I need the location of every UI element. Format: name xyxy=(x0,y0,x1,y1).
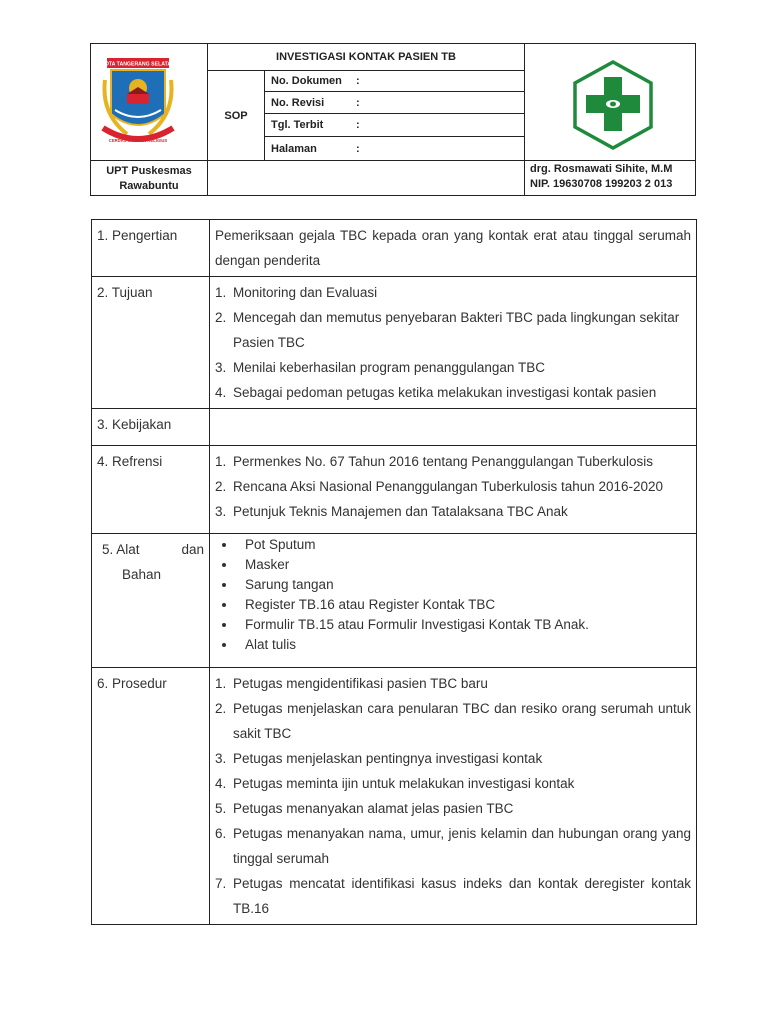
document-title: INVESTIGASI KONTAK PASIEN TB xyxy=(276,51,456,63)
list-item: 1. Petugas mengidentifikasi pasien TBC baru xyxy=(215,676,488,691)
city-emblem-logo xyxy=(97,54,179,150)
meta-sep: : xyxy=(356,75,360,87)
sop-content-table xyxy=(91,219,697,925)
list-item: 4. Petugas meminta ijin untuk melakukan investigasi kontak xyxy=(215,776,575,791)
row-label: 6. Prosedur xyxy=(92,668,210,925)
org-name xyxy=(91,161,207,196)
kebijakan-content xyxy=(210,409,697,446)
list-item: 3. Menilai keberhasilan program penanggulangan TBC xyxy=(215,360,545,375)
list-item: 2. Petugas menjelaskan cara penularan TBC dan resiko orang serumah untuk sakit TBC xyxy=(215,701,691,741)
meta-halaman xyxy=(265,137,524,160)
row-pengertian xyxy=(92,220,697,277)
list-item: 1. Permenkes No. 67 Tahun 2016 tentang Penanggulangan Tuberkulosis xyxy=(215,454,654,469)
list-item: 4. Sebagai pedoman petugas ketika melakukan investigasi kontak pasien xyxy=(215,385,657,400)
list-item: 1. Monitoring dan Evaluasi xyxy=(215,285,378,300)
logo-building xyxy=(127,94,149,104)
sop-label: SOP xyxy=(224,109,248,122)
logo-text-bottom: CERDAS MODERN RELIGIUS xyxy=(108,138,168,143)
list-item: • Formulir TB.15 atau Formulir Investigasi Kontak TB Anak. xyxy=(237,615,691,635)
row-alat-bahan xyxy=(92,534,697,668)
list-item: • Sarung tangan xyxy=(237,575,691,595)
meta-no-revisi xyxy=(265,92,524,113)
list-item: 3. Petunjuk Teknis Manajemen dan Tatalaksana TBC Anak xyxy=(215,504,568,519)
header-divider xyxy=(524,43,525,196)
meta-tgl-terbit xyxy=(265,114,524,136)
row-label-part: Bahan xyxy=(122,567,162,582)
row-label xyxy=(92,534,210,668)
prosedur-content xyxy=(210,668,697,925)
list-item: 7. Petugas mencatat identifikasi kasus indeks dan kontak deregister kontak TB.16 xyxy=(215,876,691,916)
meta-label: Halaman xyxy=(271,142,317,155)
list-item: 6. Petugas menanyakan nama, umur, jenis kelamin dan hubungan orang yang tinggal serumah xyxy=(215,826,691,866)
row-label: 4. Refrensi xyxy=(92,446,210,534)
meta-label: No. Revisi xyxy=(271,96,325,109)
row-kebijakan xyxy=(92,409,697,446)
signer-nip: NIP. 19630708 199203 2 013 xyxy=(530,178,673,190)
list-item: 3. Petugas menjelaskan pentingnya investigasi kontak xyxy=(215,751,543,766)
list-item: 5. Petugas menanyakan alamat jelas pasien TBC xyxy=(215,801,514,816)
signer-name: drg. Rosmawati Sihite, M.M xyxy=(530,163,673,175)
meta-sep: : xyxy=(356,142,360,155)
refrensi-content xyxy=(210,446,697,534)
row-refrensi xyxy=(92,446,697,534)
list-item: • Alat tulis xyxy=(237,635,691,655)
list-item: • Masker xyxy=(237,555,691,575)
org-line-1: UPT Puskesmas xyxy=(106,164,192,177)
list-item: • Pot Sputum xyxy=(237,535,691,555)
row-prosedur xyxy=(92,668,697,925)
signer-block xyxy=(530,162,696,196)
meta-sep: : xyxy=(356,96,360,109)
row-label: 3. Kebijakan xyxy=(92,409,210,446)
meta-no-dokumen xyxy=(265,71,524,91)
puskesmas-logo xyxy=(570,59,656,151)
meta-label: Tgl. Terbit xyxy=(271,119,324,131)
pengertian-text: Pemeriksaan gejala TBC kepada oran yang kontak erat atau tinggal serumah dengan penderita xyxy=(210,220,697,277)
logo-text-top: KOTA TANGERANG SELATAN xyxy=(101,61,175,68)
row-label: 1. Pengertian xyxy=(92,220,210,277)
list-item: 2. Mencegah dan memutus penyebaran Bakteri TBC pada lingkungan sekitar Pasien TBC xyxy=(215,310,680,350)
tujuan-content xyxy=(210,277,697,409)
org-line-2: Rawabuntu xyxy=(119,179,179,192)
list-item: 2. Rencana Aksi Nasional Penanggulangan Tuberkulosis tahun 2016-2020 xyxy=(215,479,664,494)
meta-label: No. Dokumen xyxy=(271,75,342,87)
list-item: • Register TB.16 atau Register Kontak TBC xyxy=(237,595,691,615)
row-label: 2. Tujuan xyxy=(92,277,210,409)
row-label-part: 5. Alat xyxy=(102,542,140,557)
alat-content xyxy=(210,534,697,668)
row-label-part: dan xyxy=(181,542,204,557)
row-tujuan xyxy=(92,277,697,409)
meta-sep: : xyxy=(356,119,360,131)
